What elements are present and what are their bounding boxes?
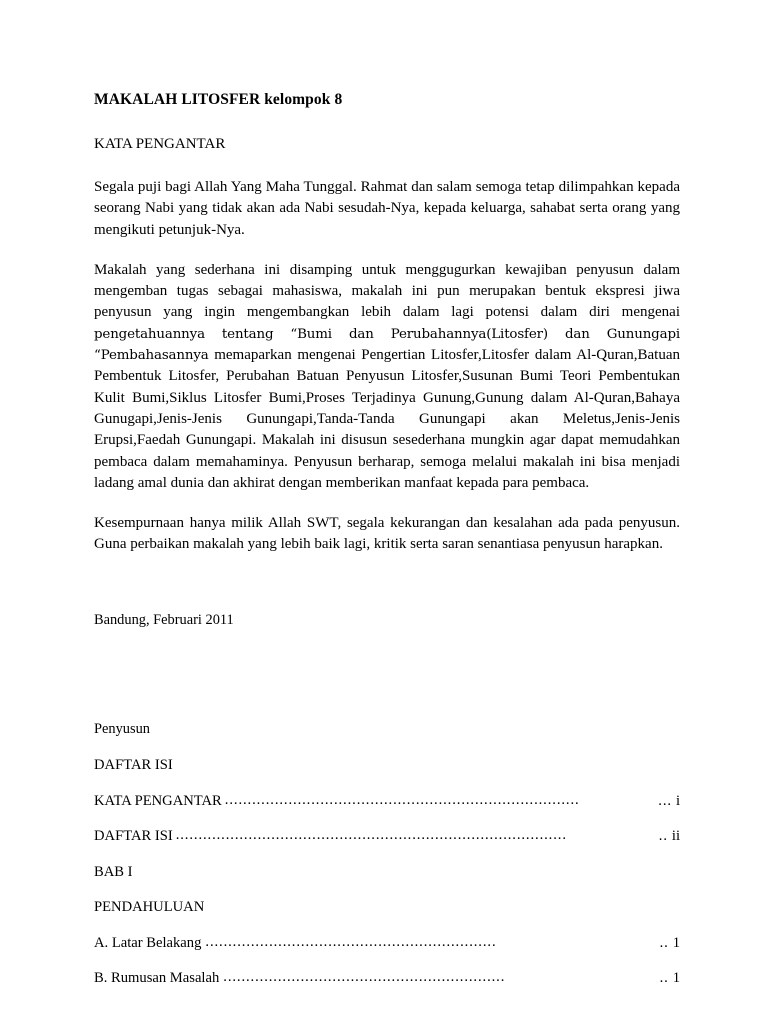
section-heading-kata-pengantar: KATA PENGANTAR <box>94 136 226 152</box>
paragraph-closing-apology: Kesempurnaan hanya milik Allah SWT, segala kekurangan dan kesalahan ada pada penyusun. Guna perbaikan makalah yang lebih baik lagi, kritik serta saran senantiasa penyusun harapkan. <box>94 515 680 553</box>
toc-leader-dots: ...................................................................................... <box>175 827 567 843</box>
toc-entry-kata-pengantar[interactable] <box>94 791 680 811</box>
paragraph-opening-praise: Segala puji bagi Allah Yang Maha Tunggal. Rahmat dan salam semoga tetap dilimpahkan kepada seorang Nabi yang tidak akan ada Nabi sesudah-Nya, kepada keluarga, sahabat serta orang yang mengikuti petunjuk-Nya. <box>94 179 680 238</box>
toc-entry-latar-belakang[interactable] <box>94 933 680 953</box>
toc-leader-tail: .. <box>658 828 668 844</box>
toc-entry-bab-1: BAB I <box>94 863 133 880</box>
toc-leader-tail: .. <box>659 934 669 951</box>
toc-entry-label: B. Rumusan Masalah <box>94 970 220 986</box>
paragraph-scope-part-one: Makalah yang sederhana ini disamping untuk menggugurkan kewajiban penyusun dalam mengemban tugas sebagai mahasiswa, makalah ini pun merupakan bentuk ekspresi jiwa penyusun yang ingin mengembangkan lebih dalam lagi potensi dalam diri mengenai <box>94 261 680 321</box>
document-body <box>94 90 680 556</box>
toc-leader-tail: ... <box>658 792 672 809</box>
paragraph-scope-part-two: memaparkan mengenai Pengertian Litosfer,Litosfer dalam Al-Quran,Batuan Pembentuk Litosfer, Perubahan Batuan Penyusun Litosfer,Susunan Bumi Teori Pembentukan Kulit Bumi,Siklus Litosfer Bumi,Proses Terjadinya Gunung,Gunung dalam Al-Quran,Bahaya Gunugapi,Jenis-Jenis Gunungapi,Tanda-Tanda Gunungapi akan Meletus,Jenis-Jenis Erupsi,Faedah Gunungapi. Makalah ini disusun sesederhana mungkin agar dapat memudahkan pembaca dalam memahaminya. Penyusun berharap, semoga melalui makalah ini bisa menjadi ladang amal dunia dan akhirat dengan memberikan manfaat kepada para pembaca. <box>94 347 680 491</box>
toc-leader-dots: .............................................................. <box>223 969 506 985</box>
table-of-contents <box>94 755 680 1004</box>
paragraph-scope-quoted-topic: pengetahuannya tentang “Bumi dan Perubahannya(Litosfer) dan Gunungapi “Pembahasannya <box>94 326 680 364</box>
toc-entry-page-number: 1 <box>672 970 680 986</box>
toc-entry-page-number: 1 <box>672 934 680 951</box>
signoff-author: Penyusun <box>94 721 150 737</box>
toc-entry-pendahuluan: PENDAHULUAN <box>94 899 205 915</box>
paragraph-scope <box>94 260 680 494</box>
page-title: MAKALAH LITOSFER kelompok 8 <box>94 91 343 108</box>
toc-entry-label: DAFTAR ISI <box>94 828 173 844</box>
toc-entry-page-number: ii <box>671 828 680 844</box>
toc-entry-label: A. Latar Belakang <box>94 934 202 951</box>
toc-leader-tail: .. <box>659 970 669 986</box>
toc-entry-label: KATA PENGANTAR <box>94 792 222 809</box>
toc-entry-rumusan-masalah[interactable] <box>94 968 680 988</box>
toc-heading: DAFTAR ISI <box>94 757 173 773</box>
toc-entry-page-number: i <box>675 792 680 809</box>
toc-leader-dots: ................................................................ <box>205 933 497 950</box>
toc-leader-dots: .............................................................................. <box>224 791 580 808</box>
signoff-date: Bandung, Februari 2011 <box>94 612 234 628</box>
toc-entry-daftar-isi[interactable] <box>94 826 680 846</box>
